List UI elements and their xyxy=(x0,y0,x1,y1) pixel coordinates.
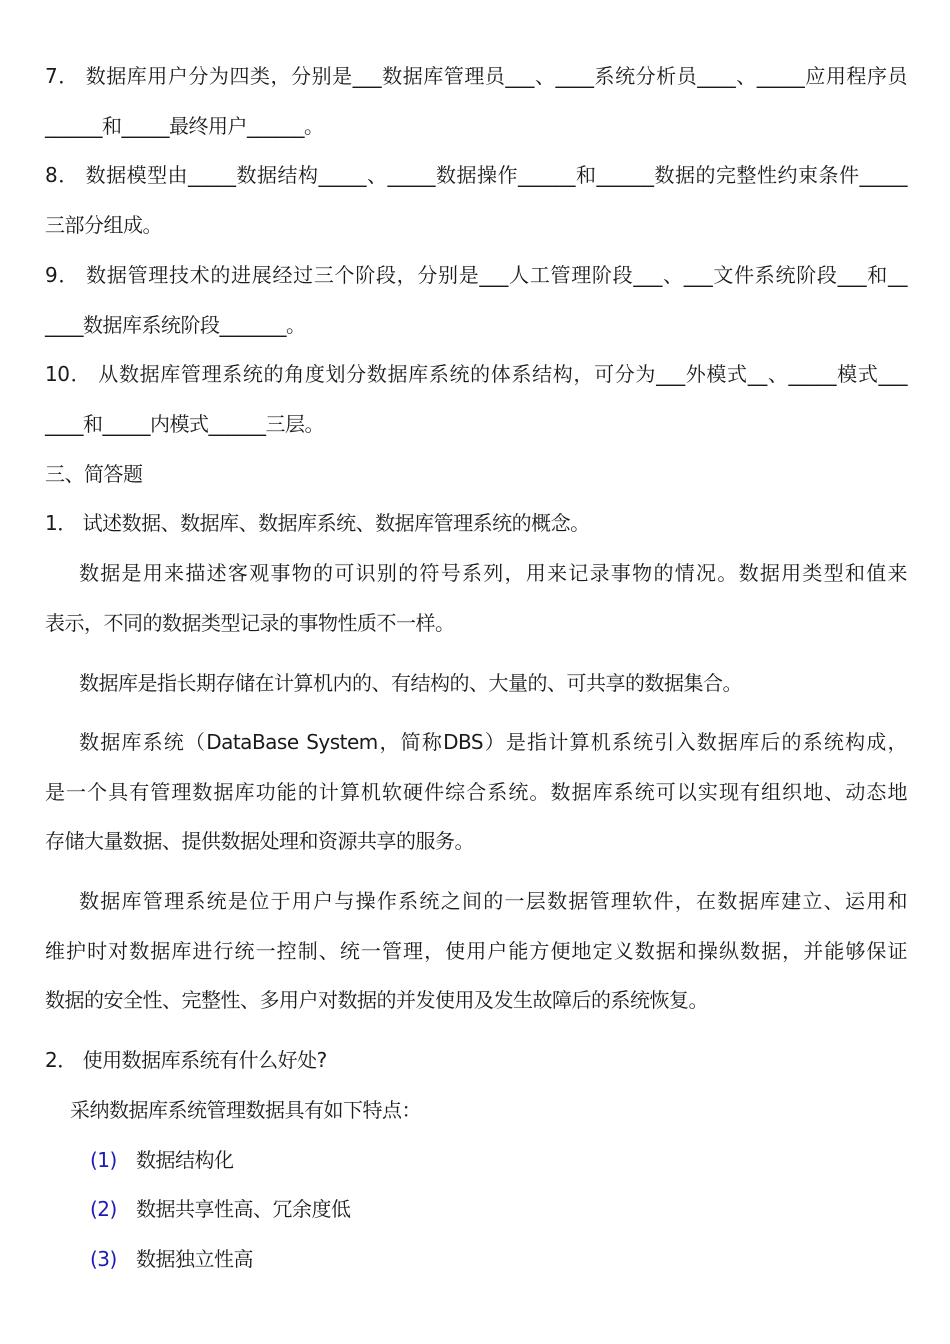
list-marker: (2) xyxy=(90,1197,117,1221)
question-8-line-2: 三部分组成。 xyxy=(45,213,162,237)
answer-intro: 采纳数据库系统管理数据具有如下特点： xyxy=(70,1098,421,1122)
answer-paragraph-dbms-line-2: 维护时对数据库进行统一控制、统一管理，使用户能方便地定义数据和操纵数据，并能够保证 xyxy=(45,939,907,963)
list-item xyxy=(90,1144,490,1176)
list-item xyxy=(90,1243,490,1275)
list-item-text: 数据结构化 xyxy=(136,1148,234,1172)
question-7-line-1: 7． 数据库用户分为四类，分别是___数据库管理员___、____系统分析员____、_____应用程序员 xyxy=(45,64,907,88)
answer-paragraph-dbms-line-3: 数据的安全性、完整性、多用户对数据的并发使用及发生故障后的系统恢复。 xyxy=(45,988,708,1012)
answer-paragraph-database: 数据库是指长期存储在计算机内的、有结构的、大量的、可共享的数据集合。 xyxy=(79,671,742,695)
answer-paragraph-dbs-line-1: 数据库系统（DataBase System，简称DBS）是指计算机系统引入数据库后的系统构成， xyxy=(79,730,907,754)
section-heading: 三、简答题 xyxy=(45,462,143,486)
question-9-line-2: ____数据库系统阶段_______。 xyxy=(45,313,306,337)
list-item-text: 数据独立性高 xyxy=(136,1247,253,1271)
question-8-line-1: 8． 数据模型由_____数据结构_____、_____数据操作______和______数据的完整性约束条件_____ xyxy=(45,163,907,187)
answer-paragraph-dbms-line-1: 数据库管理系统是位于用户与操作系统之间的一层数据管理软件，在数据库建立、运用和 xyxy=(79,889,907,913)
question-10-line-2: ____和_____内模式______三层。 xyxy=(45,412,324,436)
answer-paragraph-data-line-2: 表示，不同的数据类型记录的事物性质不一样。 xyxy=(45,611,455,635)
answer-paragraph-dbs-line-3: 存储大量数据、提供数据处理和资源共享的服务。 xyxy=(45,829,474,853)
short-answer-question-2: 2． 使用数据库系统有什么好处? xyxy=(45,1048,327,1072)
answer-paragraph-data-line-1: 数据是用来描述客观事物的可识别的符号系列，用来记录事物的情况。数据用类型和值来 xyxy=(79,561,907,585)
question-10-line-1: 10． 从数据库管理系统的角度划分数据库系统的体系结构，可分为___外模式__、_____模式___ xyxy=(45,362,907,386)
question-7-line-2: ______和_____最终用户______。 xyxy=(45,114,324,138)
list-marker: (3) xyxy=(90,1247,117,1271)
question-9-line-1: 9． 数据管理技术的进展经过三个阶段，分别是___人工管理阶段___、___文件系统阶段___和__ xyxy=(45,263,907,287)
list-item-text: 数据共享性高、冗余度低 xyxy=(136,1197,351,1221)
short-answer-question-1: 1． 试述数据、数据库、数据库系统、数据库管理系统的概念。 xyxy=(45,511,590,535)
answer-paragraph-dbs-line-2: 是一个具有管理数据库功能的计算机软硬件综合系统。数据库系统可以实现有组织地、动态地 xyxy=(45,780,907,804)
list-marker: (1) xyxy=(90,1148,117,1172)
list-item xyxy=(90,1193,490,1225)
